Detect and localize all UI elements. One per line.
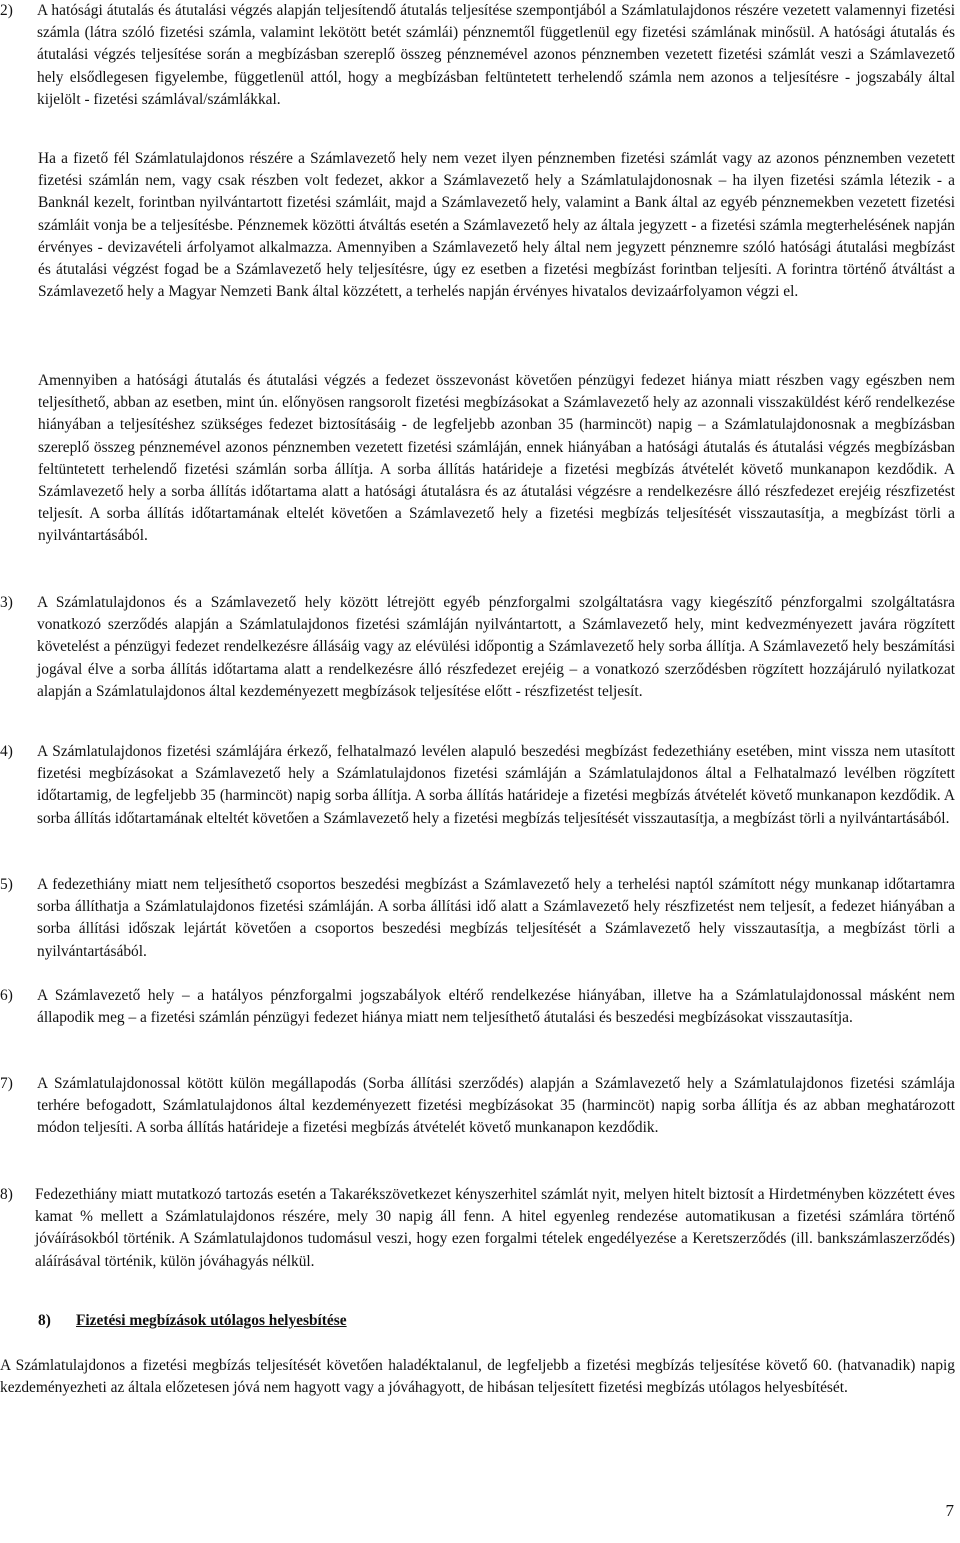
paragraph: Fedezethiány miatt mutatkozó tartozás esetén a Takarékszövetkezet kényszerhitel számlát nyit, melyen hitelt biztosít a Hirdetményben közzétett éves kamat % mellett a Számlatulajdonos részére, mely 30 napig áll fenn. A hitel egyenleg rendezése automatikusan a fizetési számlára történő jóváírásokból történik. A Számlatulajdonos tudomásul veszi, hogy ezen forgalmi tételek engedélyezése a Keretszerződés (ill. bankszámlaszerződés) aláírásával történik, külön jóváhagyás nélkül. — [35, 1186, 955, 1270]
list-item-number: 2) — [0, 2, 13, 19]
list-item-number: 8) — [0, 1186, 13, 1203]
list-item-number: 7) — [0, 1075, 13, 1092]
section-heading — [38, 1310, 347, 1332]
list-item-number: 6) — [0, 987, 13, 1004]
paragraph: Amennyiben a hatósági átutalás és átutalási végzés a fedezet összevonást követően pénzügyi fedezet hiánya miatt részben vagy egészben nem teljesíthető, abban az esetben, mint ún. előnyösen rangsorolt fizetési megbízásokat a Számlavezető hely az azonnali visszaküldést kérő rendelkezése hiányában a teljesítéshez szükséges fedezet biztosításáig - de legfeljebb azonban 35 (harmincöt) napig – a Számlatulajdonosnak a megbízásban szereplő összeg pénznemével azonos pénznemben vezetett fizetési számláján, ennek hiányában a hatósági átutalás és átutalási végzés megbízásban feltüntetett terhelendő fizetési számlán sorba állítja. A sorba állítás határideje a fizetési megbízás átvételét követő munkanapon kezdődik. A Számlavezető hely a sorba állítás időtartama alatt a hatósági átutalásra és az átutalási végzésre a rendelkezésre álló részfedezet erejéig részfizetést teljesít. A sorba állítás időtartamának eltelét követően a Számlavezető hely a fizetési megbízás teljesítését visszautasítja, a megbízást törli a nyilvántartásából. — [38, 372, 955, 545]
paragraph: A Számlatulajdonos a fizetési megbízás teljesítését követően haladéktalanul, de legfeljebb a fizetési megbízás teljesítése követő 60. (hatvanadik) napig kezdeményezheti az általa előzetesen jóvá nem hagyott vagy a jóváhagyott, de hibásan teljesített fizetési megbízás utólagos helyesbítését. — [0, 1357, 955, 1397]
paragraph: A fedezethiány miatt nem teljesíthető csoportos beszedési megbízást a Számlavezető hely a terhelési naptól számított négy munkanap időtartamra sorba állíthatja a Számlatulajdonos fizetési számláján. A sorba állítási idő alatt a Számlavezető hely részfizetést nem teljesít, a fedezet hiányában a sorba állítási időszak lejártát követően a csoportos beszedési megbízás teljesítését a Számlavezető hely visszautasítja, a megbízást törli a nyilvántartásából. — [37, 876, 955, 960]
list-item-number: 4) — [0, 743, 13, 760]
paragraph: A Számlatulajdonos fizetési számlájára érkező, felhatalmazó levélen alapuló beszedési megbízást fedezethiány esetében, mint vissza nem utasított fizetési megbízásokat a Számlavezető hely a Számlatulajdonos fizetési számláján a Számlatulajdonos által a Felhatalmazó levélben rögzített időtartamig, de legfeljebb 35 (harmincöt) napig sorba állítja. A sorba állítás határideje a fizetési megbízás átvételét követő munkanapon kezdődik. A sorba állítás időtartamának elteltét követően a Számlavezető hely a fizetési megbízás teljesítését visszautasítja, a megbízást törli a nyilvántartásából. — [37, 743, 955, 827]
paragraph: A Számlatulajdonossal kötött külön megállapodás (Sorba állítási szerződés) alapján a Számlavezető hely a Számlatulajdonos fizetési számlája terhére befogadott, Számlatulajdonos által kezdeményezett fizetési megbízásokat 35 (harmincöt) napig sorba állítja és az abban meghatározott módon teljesíti. A sorba állítás határideje a fizetési megbízás átvételét követő munkanapon kezdődik. — [37, 1075, 955, 1137]
list-item-number: 3) — [0, 594, 13, 611]
list-item-number: 5) — [0, 876, 13, 893]
page-number: 7 — [945, 1501, 954, 1520]
paragraph: Ha a fizető fél Számlatulajdonos részére a Számlavezető hely nem vezet ilyen pénznemben fizetési számlát vagy az azonos pénznemben vezetett fizetési számlán nem, vagy csak részben volt fedezet, akkor a Számlavezető hely a Számlatulajdonosnak – ha ilyen fizetési számla létezik - a Banknál kezelt, forintban nyilvántartott fizetési számláit, majd a Számlavezető hely, valamint a Bank által az egyéb pénznemekben vezetett fizetési számláit vonja be a teljesítésbe. Pénznemek közötti átváltás esetén a Számlavezető hely az általa jegyzett - a fizetési számla megterhelésének napján érvényes - devizavételi árfolyamot alkalmazza. Amennyiben a Számlavezető hely által nem jegyzett pénznemre szóló hatósági átutalási megbízást és átutalási végzést fogad be a Számlavezető hely teljesítésre, úgy ez esetben a fizetési megbízást forintban teljesíti. A forintra történő átváltást a Számlavezető hely a Magyar Nemzeti Bank által közzétett, a terhelés napján érvényes hivatalos devizaárfolyamon végzi el. — [38, 150, 955, 301]
section-title: Fizetési megbízások utólagos helyesbítése — [76, 1312, 347, 1329]
section-number: 8) — [38, 1312, 51, 1329]
paragraph: A hatósági átutalás és átutalási végzés alapján teljesítendő átutalás teljesítése szempontjából a Számlatulajdonos részére vezetett valamennyi fizetési számla (látra szóló fizetési számla, valamint lekötött betét számlái) pénznemtől függetlenül egy fizetési számlának minősül. A hatósági átutalás és átutalási végzés teljesítése során a megbízásban szereplő összeg pénznemével azonos pénznemben vezetett fizetési számlát veszi a Számlavezető hely elsődlegesen figyelembe, függetlenül attól, hogy a megbízásban feltüntetett terhelendő számla nem azonos a teljesítésre - jogszabály által kijelölt - fizetési számlával/számlákkal. — [37, 2, 955, 108]
paragraph: A Számlavezető hely – a hatályos pénzforgalmi jogszabályok eltérő rendelkezése hiányában, illetve ha a Számlatulajdonossal másként nem állapodik meg – a fizetési számlán pénzügyi fedezet hiánya miatt nem teljesíthető átutalási és beszedési megbízásokat visszautasítja. — [37, 987, 955, 1027]
paragraph: A Számlatulajdonos és a Számlavezető hely között létrejött egyéb pénzforgalmi szolgáltatásra vagy kiegészítő pénzforgalmi szolgáltatásra vonatkozó szerződés alapján a Számlatulajdonos fizetési számláján nyilvántartott, a Számlavezető hely, mint kedvezményezett javára rögzített követelést a pénzügyi fedezet rendelkezésre állásáig vagy az elévülési időpontig a Számlavezető hely sorba állítja. A Számlavezető hely beszámítási jogával élve a sorba állítás időtartama alatt a rendelkezésre álló részfedezet erejéig – a vonatkozó szerződésben rögzített hozzájáruló nyilatkozat alapján a Számlatulajdonos által kezdeményezett megbízások teljesítése előtt - részfizetést teljesít. — [37, 594, 955, 700]
